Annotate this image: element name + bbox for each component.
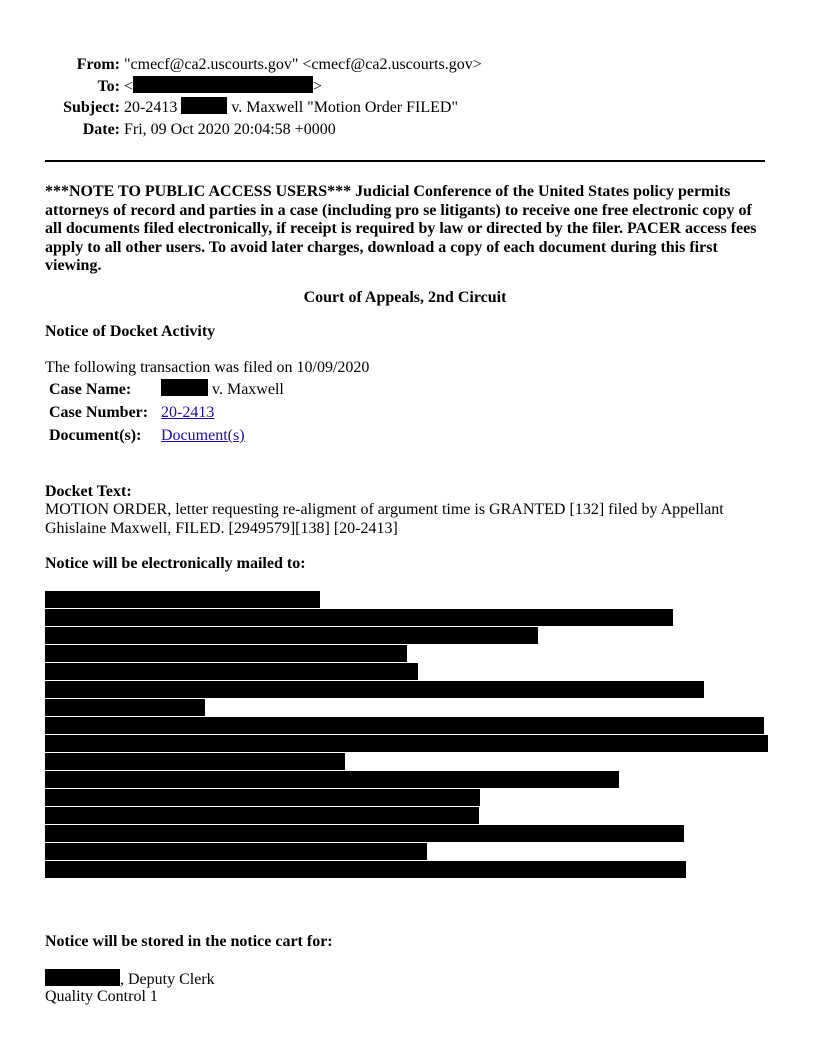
case-number-cell xyxy=(157,402,288,425)
date-value: Fri, 09 Oct 2020 20:04:58 +0000 xyxy=(124,120,336,138)
redaction-block xyxy=(161,379,208,396)
documents-row xyxy=(45,425,288,448)
quality-control-line: Quality Control 1 xyxy=(45,988,158,1005)
public-access-notice: ***NOTE TO PUBLIC ACCESS USERS*** Judicial Conference of the United States policy permits attorneys of record and parties in a case (including pro se litigants) to receive one free electronic copy of all documents filed electronically, if receipt is required by law or directed by the filer. PACER access fees apply to all other users. To avoid later charges, download a copy of each document during this first viewing. xyxy=(45,183,757,275)
documents-label: Document(s): xyxy=(49,427,142,444)
case-name-value xyxy=(157,379,288,402)
case-number-row xyxy=(45,402,288,425)
court-name: Court of Appeals, 2nd Circuit xyxy=(303,289,507,306)
redaction-block xyxy=(45,861,686,878)
header-divider xyxy=(45,160,765,162)
clerk-title: , Deputy Clerk xyxy=(120,971,215,988)
case-name-row xyxy=(45,379,288,402)
case-details-table xyxy=(45,379,288,448)
redaction-block xyxy=(45,645,407,662)
docket-text-label: Docket Text: xyxy=(45,483,132,500)
from-value: "cmecf@ca2.uscourts.gov" <cmecf@ca2.uscourts.gov> xyxy=(124,56,482,73)
subject-value xyxy=(124,97,458,118)
documents-cell xyxy=(157,425,288,448)
redaction-block xyxy=(45,735,768,752)
redaction-block xyxy=(45,627,538,644)
redaction-block xyxy=(181,97,227,114)
clerk-line xyxy=(45,969,215,989)
notice-cart-heading: Notice will be stored in the notice cart for: xyxy=(45,933,333,950)
docket-text: MOTION ORDER, letter requesting re-aligment of argument time is GRANTED [132] filed by Appellant Ghislaine Maxwell, FILED. [2949579][138] [20-2413] xyxy=(45,501,724,537)
redaction-block xyxy=(133,76,313,93)
case-name-suffix: v. Maxwell xyxy=(212,381,284,398)
redaction-block xyxy=(45,681,704,698)
redaction-block xyxy=(45,825,684,842)
subject-suffix: v. Maxwell "Motion Order FILED" xyxy=(231,99,458,116)
subject-label: Subject: xyxy=(63,99,120,116)
subject-case-number: 20-2413 xyxy=(124,99,178,116)
redaction-block xyxy=(45,807,479,824)
mailed-to-heading: Notice will be electronically mailed to: xyxy=(45,555,306,572)
redaction-block xyxy=(45,843,427,860)
to-close-bracket: > xyxy=(313,77,323,95)
to-open-bracket: < xyxy=(124,77,134,95)
to-label: To: xyxy=(97,77,120,95)
from-label: From: xyxy=(76,56,120,73)
case-number-link[interactable]: 20-2413 xyxy=(161,404,215,421)
transaction-line: The following transaction was filed on 10/09/2020 xyxy=(45,359,370,376)
redaction-block xyxy=(45,717,764,734)
to-value xyxy=(124,76,322,97)
redaction-block xyxy=(45,663,418,680)
redaction-block xyxy=(45,969,120,986)
case-number-label: Case Number: xyxy=(49,404,149,421)
redaction-block xyxy=(45,753,345,770)
date-label: Date: xyxy=(82,120,120,138)
docket-activity-heading: Notice of Docket Activity xyxy=(45,323,216,340)
redaction-block xyxy=(45,771,619,788)
redaction-block xyxy=(45,591,320,608)
documents-link[interactable]: Document(s) xyxy=(161,427,245,444)
case-name-label: Case Name: xyxy=(49,381,132,398)
redaction-block xyxy=(45,699,205,716)
redaction-block xyxy=(45,789,480,806)
redaction-block xyxy=(45,609,673,626)
